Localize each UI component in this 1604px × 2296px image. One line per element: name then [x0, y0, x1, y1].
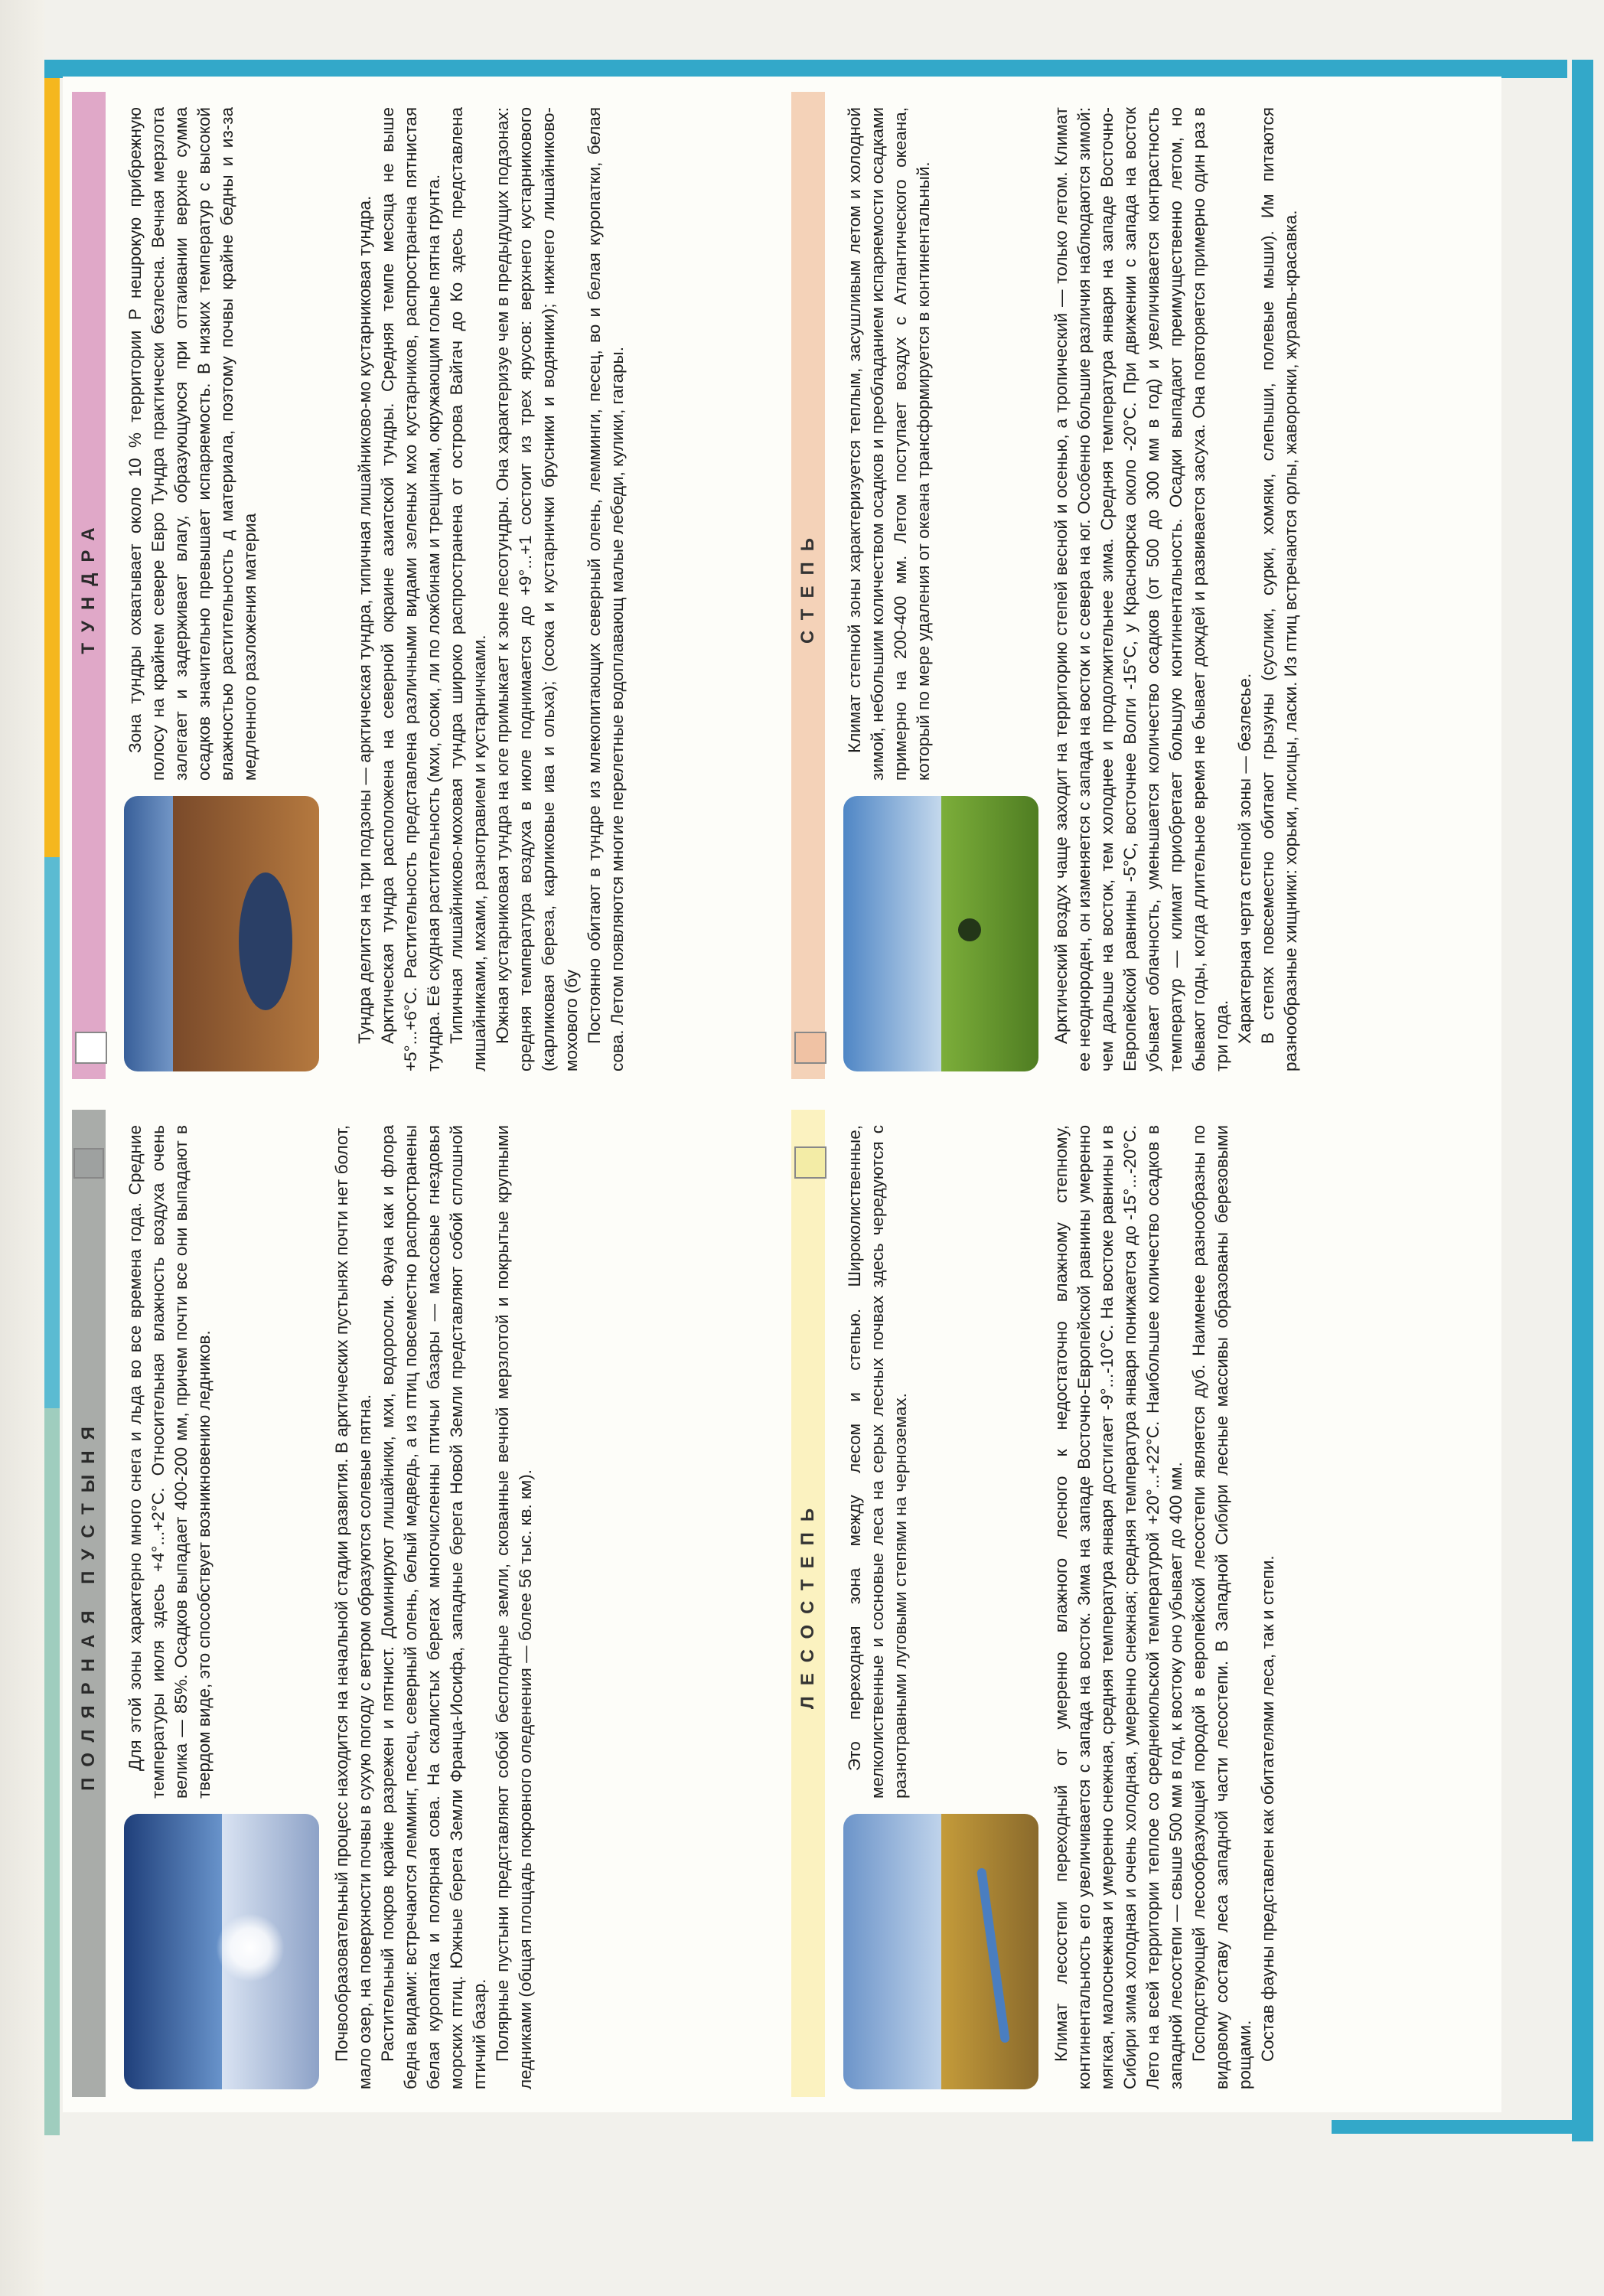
steppe-swatch-1: [794, 1032, 826, 1064]
forest-steppe-p4: Состав фауны представлен как обитателями леса, так и степи.: [1258, 1555, 1277, 2062]
tundra-text-1: Зона тундры охватывает около 10 % территории Р нешрокую прибрежную полосу на крайнем севере Евро Тундра практически безлесна. Вечная мерзлота залегает и задерживает влагу, образующуюся при оттаивании верхне сумма осадков значительно превышает испаряемость. В низких температур с высокой влажностью растительность д материала, поэтому почвы крайне бедны и из-за медленного разложения материа: [126, 107, 259, 781]
tundra-p5: Южная кустарниковая тундра на юге примыкает к зоне лесотундры. Она характеризуе чем в предыдущих подзонах: средняя температура воздуха в июле поднимается до +9°...+1 состоит из трех ярусов: верхнего кустарникового (карликовая береза, карликовые ива и ольха); (осока и кустарнички брусники и водяники); нижнего лишайниково-мохового (бу: [493, 107, 581, 1071]
forest-steppe-p2: Климат лесостепи переходный от умеренно влажного лесного к недостаточно влажному степному, континентальность его увеличивается с запада на восток. Зима на западе Восточно-Европейской равнины умеренно мягкая, малоснежная и умеренно снежная, средняя температура января достигает -9°...-10°С. На востоке равнины и в Сибири зима холодная и очень холодная, умеренно снежная; средняя температура января понижается до -15°...-20°С. Лето на всей территории теплое со среднеиюльской температурой +20°...+22°С. Наибольшее количество осадков в западной лесостепи — свыше 500 мм в год, к востоку оно убывает до 400 мм.: [1051, 1125, 1185, 2089]
polar-desert-p3: Растительный покров крайне разрежен и пятнист. Доминируют лишайники, мхи, водоросли. Фауна как и флора бедна видами: встречаются лемминг, песец, северный олень, белый медведь, а из птиц повсеместно распространены белая куропатка и полярная сова. На скалистых берегах многочисленны птичьи базары — массовые гнездовья морских птиц. Южные берега Земли Франца-Иосифа, западные берега Новой Земли представляют собой сплошной птичий базар.: [378, 1125, 489, 2089]
polar-desert-text-1: Для этой зоны характерно много снега и льда во все времена года. Средние температуры июля здесь +4°...+2°С. Относительная влажность воздуха очень велика — 85%. Осадков выпадает 400-200 мм, причем почти все они выпадают в твердом виде, это способствует возникновению ледников.: [126, 1125, 214, 1799]
tundra-swatch-1: [75, 1032, 107, 1064]
polar-desert-p4: Полярные пустыни представляют собой бесплодные земли, скованные вечной мерзлотой и покрытые крупными ледниками (общая площадь покровного оледенения — более 56 тыс. кв. км).: [493, 1125, 535, 2089]
tundra-photo-icon: [124, 796, 319, 1071]
steppe-text-1: Климат степной зоны характеризуется теплым, засушливым летом и холодной зимой, небольшим количеством осадков и преобладанием испаряемости осадками примерно на 200-400 мм. Летом поступает воздух с Атлантического океана, который по мере удаления от океана трансформируется в континентальный.: [845, 107, 933, 781]
forest-steppe-p3: Господствующей лесообразующей породой в европейской лесостепи является дуб. Наименее разнообразны по видовому составу леса западной части лесостепи. В Западной Сибири лесные массивы образованы березовыми рощами.: [1189, 1125, 1254, 2089]
scan-margin: [0, 0, 44, 2296]
tundra-text-2: [354, 107, 629, 1071]
page-edge-blue-right: [1572, 60, 1593, 2141]
polar-swatch-1: [73, 1148, 104, 1179]
tundra-p2: Тундра делится на три подзоны — арктическая тундра, типичная лишайниково-мо кустарниковая тундра.: [355, 195, 374, 1044]
forest-steppe-swatch: [794, 1146, 826, 1179]
forest-steppe-photo-icon: [843, 1814, 1038, 2089]
page-edge-teal: [44, 1408, 60, 2135]
steppe-p3: Характерная черта степной зоны — безлесье.: [1235, 673, 1254, 1044]
polar-desert-text-2: [331, 1125, 537, 2089]
steppe-photo-icon: [843, 796, 1038, 1071]
page-edge-blue-bottom: [1332, 2120, 1592, 2134]
forest-steppe-section: [782, 1094, 1501, 2112]
steppe-section: [782, 77, 1501, 1094]
tundra-p4: Типичная лишайниково-моховая тундра широко распространена от острова Вайгач до Ко здесь представлена лишайниками, мхами, разнотравием и кустарничками.: [447, 107, 489, 1071]
steppe-title: СТЕПЬ: [791, 92, 825, 1079]
steppe-p4: В степях повсеместно обитают грызуны (суслики, сурки, хомяки, слепыши, полевые мыши). Им питаются разнообразные хищники: хорьки, лисицы, ласки. Из птиц встречаются орлы, жаворонки, журавль-красавка.: [1258, 107, 1300, 1071]
tundra-title: ТУНДРА: [72, 92, 106, 1079]
polar-desert-section: [63, 1094, 782, 2112]
forest-steppe-text-2: [1050, 1125, 1280, 2089]
page-edge-cyan: [44, 857, 60, 1408]
polar-desert-p2: Почвообразовательный процесс находится на начальной стадии развития. В арктических пустынях почти нет болот, мало озер, на поверхности почвы в сухую погоду с ветром образуются солевые пятна.: [332, 1125, 374, 2089]
tundra-section: [63, 77, 782, 1094]
tundra-p3: Арктическая тундра расположена на северной окраине азиатской тундры. Средняя темпе месяца не выше +5°...+6°С. Растительность представлена различными видами зеленых мхо кустарников, распространена пятнистая тундра. Её скудная растительность (мхи, осоки, ли по ложбинам и трещинам, окружающим голые пятна грунта.: [378, 107, 443, 1071]
steppe-p2: Арктический воздух чаще заходит на территорию степей весной и осенью, а тропический — только летом. Климат ее неоднороден, он изменяется с запада на восток и с севера на юг. Особенно большие различия наблюдаются зимой: чем дальше на восток, тем холоднее и продолжительнее зима. Средняя температура января на западе Восточно-Европейской равнины -5°С, восточнее Волги -15°С, у Красноярска около -20°С. При движении с запада на восток убывает облачность, уменьшается количество осадков (от 500 до 300 мм в год) и увеличивается контрастность температур — климат приобретает большую континентальность. Осадки выпадают преимущественно летом, но бывают годы, когда длительное время не бывает дождей и развивается засуха. Она повторяется примерно один раз в три года.: [1051, 107, 1231, 1071]
steppe-text-2: [1050, 107, 1302, 1071]
forest-steppe-title: ЛЕСОСТЕПЬ: [791, 1110, 825, 2097]
page-edge-yellow: [44, 61, 60, 857]
page-edge-blue-top: [44, 60, 1567, 78]
forest-steppe-text-1: Это переходная зона между лесом и степью. Широколиственные, мелколиственные и сосновые леса на серых лесных почвах здесь чередуются с разнотравными луговыми степями на черноземах.: [845, 1125, 910, 1799]
polar-desert-photo-icon: [124, 1814, 319, 2089]
tundra-p6: Постоянно обитают в тундре из млекопитающих северный олень, лемминги, песец, во и белая куропатки, белая сова. Летом появляются многие перелетные водоплавающ малые лебеди, кулики, гагары.: [585, 107, 627, 1071]
polar-desert-title: ПОЛЯРНАЯ ПУСТЫНЯ: [72, 1110, 106, 2097]
atlas-sheet: [63, 77, 1501, 2112]
